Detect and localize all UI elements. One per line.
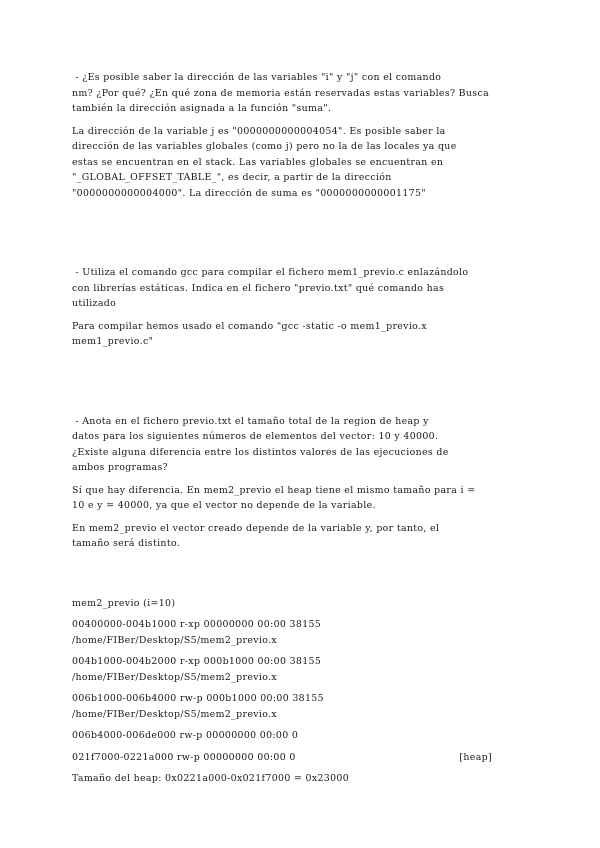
memory-maps-listing [72,596,532,787]
document-body [72,70,532,787]
answer-text: La dirección de la variable j es "0000000000004054". Es posible saber la [72,125,446,137]
maps-entry-line: 00400000-004b1000 r-xp 00000000 00:00 38155 [72,619,322,630]
section-nm-answer [72,124,532,202]
answer-text: "0000000000004000". La dirección de suma es "0000000000001175" [72,187,426,199]
question-text: con librerías estáticas. Indica en el fichero "previo.txt" qué comando has [72,282,445,294]
question-text: datos para los siguientes números de elementos del vector: 10 y 40000. [72,431,439,442]
answer-text: En mem2_previo el vector creado depende de la variable y, por tanto, el [72,522,440,534]
answer-text: "_GLOBAL_OFFSET_TABLE_", es decir, a partir de la dirección [72,172,392,183]
answer-text: mem1_previo.c" [72,336,154,347]
question-text: nm? ¿Por qué? ¿En qué zona de memoria están reservadas estas variables? Busca [72,87,490,99]
heap-size-text: Tamaño del heap: 0x0221a000-0x021f7000 = 0x23000 [72,773,350,784]
question-text: - ¿Es posible saber la dirección de las variables "i" y "j" con el comando [72,72,442,83]
maps-title: mem2_previo (i=10) [72,597,176,609]
question-text: - Anota en el fichero previo.txt el tamaño total de la region de heap y [72,415,429,427]
question-text: utilizado [72,298,117,309]
section-gcc-answer [72,319,532,350]
section-nm-question [72,70,532,117]
answer-text: estas se encuentran en el stack. Las variables globales se encuentran en [72,156,444,168]
question-text: - Utiliza el comando gcc para compilar el fichero mem1_previo.c enlazándolo [72,267,469,278]
maps-heap-label: [heap] [459,751,492,763]
answer-text: dirección de las variables globales (como j) pero no la de las locales ya que [72,141,457,152]
answer-text: Sí que hay diferencia. En mem2_previo el heap tiene el mismo tamaño para i = [72,484,476,496]
question-text: ambos programas? [72,462,169,473]
answer-text: tamaño será distinto. [72,538,181,549]
section-heap-answer [72,483,532,552]
section-heap-question [72,414,532,476]
maps-heap-line: 021f7000-0221a000 rw-p 00000000 00:00 0 [72,751,296,763]
maps-heap-row [72,750,532,766]
section-gcc-question [72,265,532,312]
question-text: ¿Existe alguna diferencia entre los distintos valores de las ejecuciones de [72,446,449,458]
maps-entry-line: 004b1000-004b2000 r-xp 000b1000 00:00 38155 [72,656,322,667]
maps-entry-path: /home/FIBer/Desktop/S5/mem2_previo.x [72,634,278,646]
question-text: también la dirección asignada a la función "suma". [72,103,332,114]
answer-text: Para compilar hemos usado el comando "gcc -static -o mem1_previo.x [72,320,427,332]
answer-text: 10 e y = 40000, ya que el vector no depende de la variable. [72,500,376,511]
maps-entry-line: 006b4000-006de000 rw-p 00000000 00:00 0 [72,730,299,741]
maps-entry-line: 006b1000-006b4000 rw-p 000b1000 00:00 38155 [72,693,324,704]
maps-entry-path: /home/FIBer/Desktop/S5/mem2_previo.x [72,671,278,683]
maps-entry-path: /home/FIBer/Desktop/S5/mem2_previo.x [72,708,278,720]
